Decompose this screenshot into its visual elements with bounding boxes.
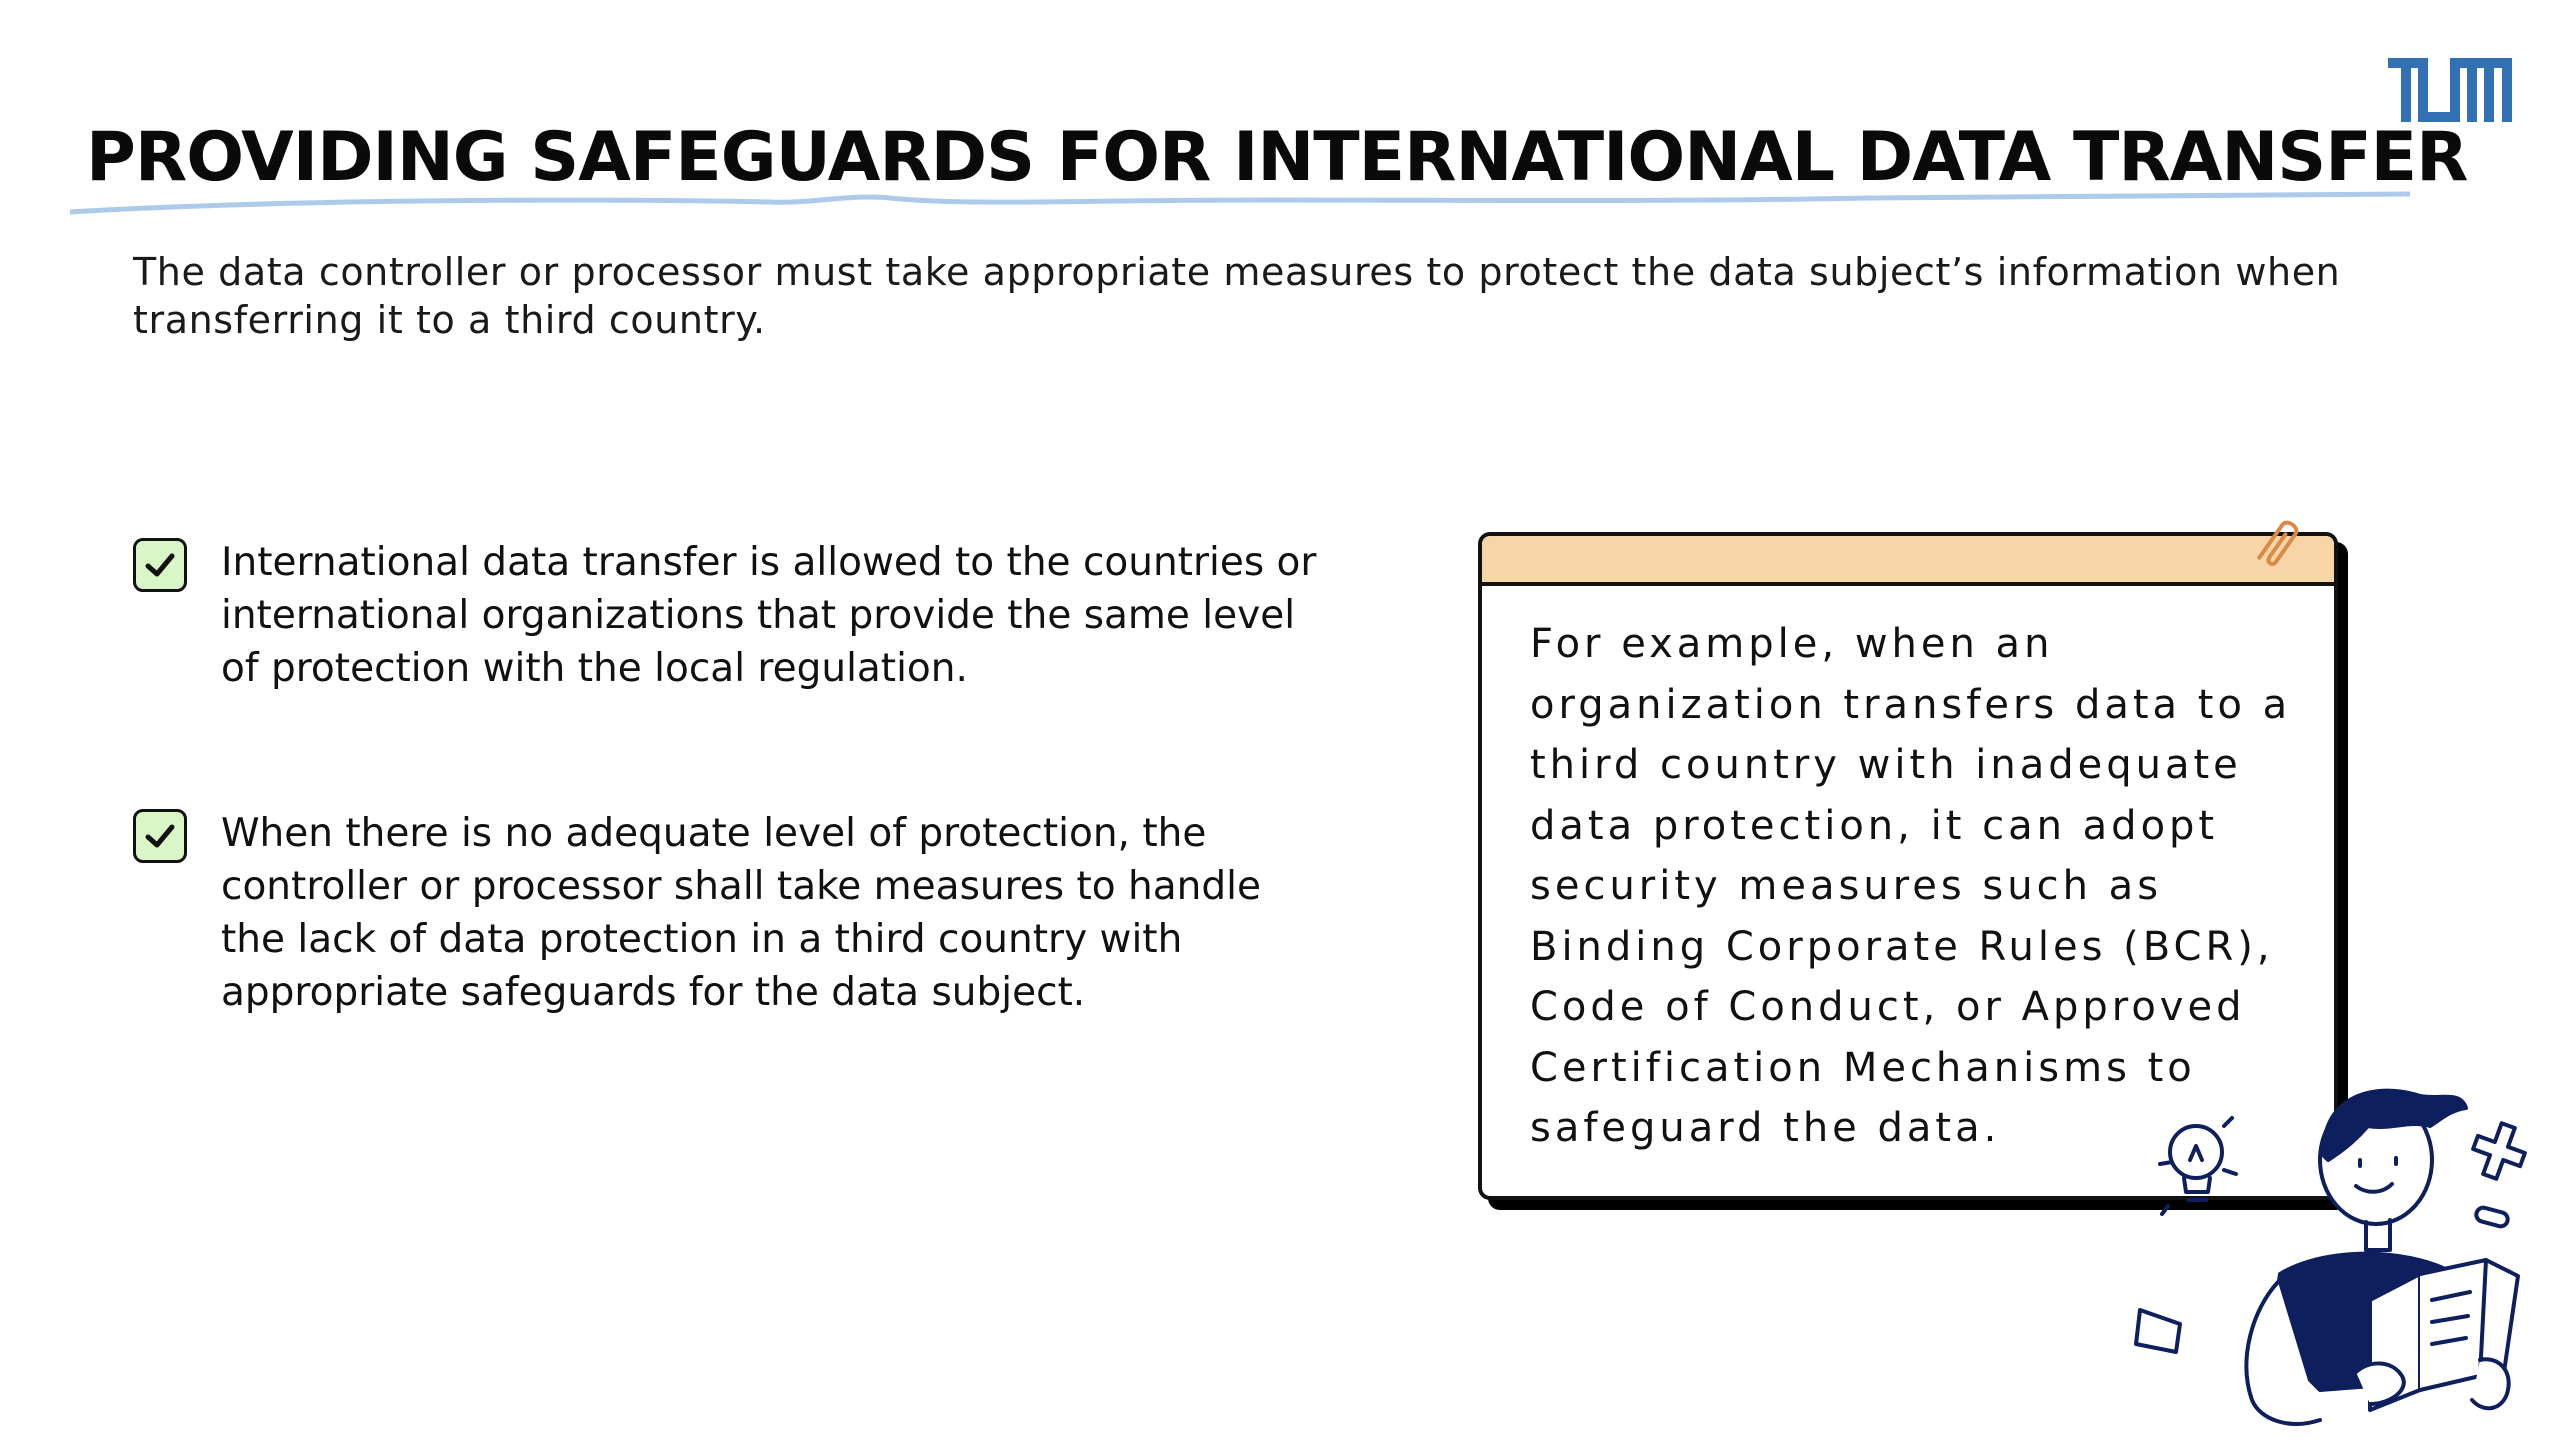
person-reading-book-icon (2120, 1060, 2540, 1440)
paperclip-icon (2248, 510, 2308, 580)
page-title: PROVIDING SAFEGUARDS FOR INTERNATIONAL DATA TRANSFER (86, 118, 2468, 197)
intro-paragraph: The data controller or processor must take appropriate measures to protect the data subject’s information when transferring it to a third country. (133, 250, 2341, 342)
bullet-text: When there is no adequate level of protection, the controller or processor shall take measures to handle the lack of data protection in a third country with appropriate safeguards for the data subject. (221, 811, 1261, 1015)
bullet-item (133, 807, 1333, 1019)
checkmark-icon (133, 538, 187, 592)
card-header (1482, 536, 2334, 586)
example-text: For example, when an organization transfers data to a third country with inadequate data protection, it can adopt security measures such as Binding Corporate Rules (BCR), Code of Conduct, or Approved Certification Mechanisms to safeguard the data. (1530, 621, 2292, 1151)
title-underline (70, 188, 2410, 218)
bullet-item (133, 536, 1333, 695)
tum-logo (2388, 58, 2512, 122)
checkmark-icon (133, 809, 187, 863)
bullet-text: International data transfer is allowed to the countries or international organizations that provide the same level of protection with the local regulation. (221, 540, 1317, 691)
